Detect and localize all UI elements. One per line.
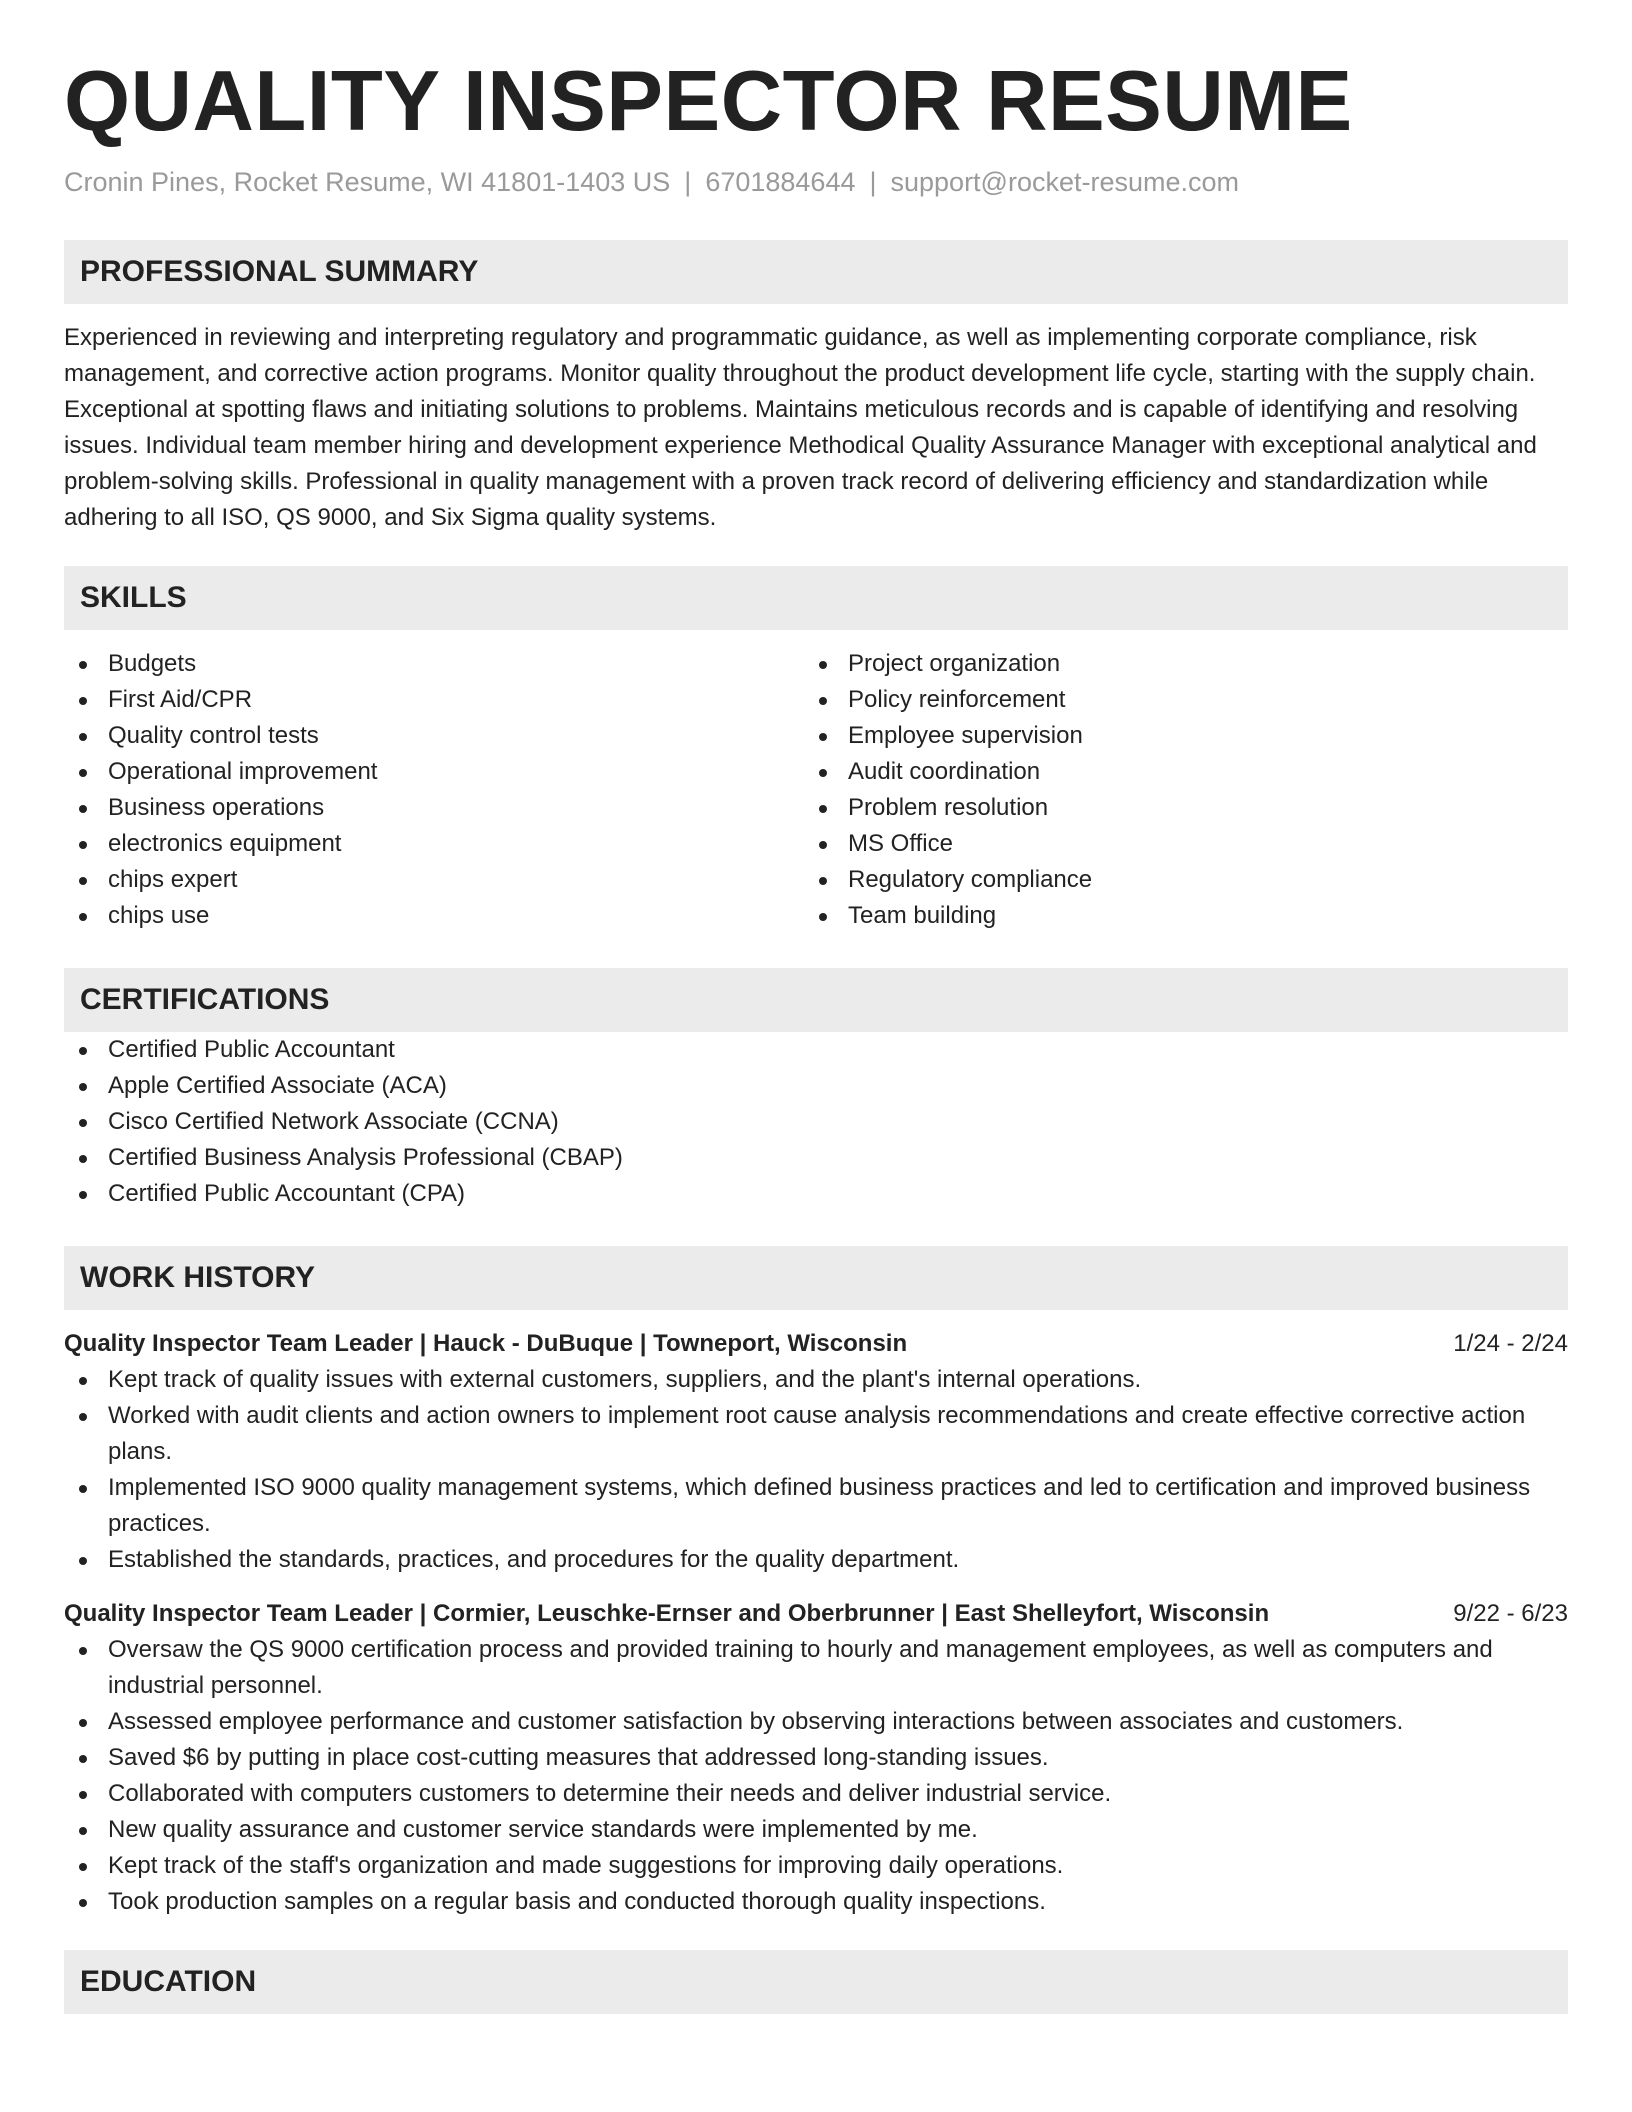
skill-item: chips use: [64, 898, 804, 934]
skills-list-left: [64, 646, 804, 934]
skill-item: Policy reinforcement: [804, 682, 1544, 718]
skill-item: First Aid/CPR: [64, 682, 804, 718]
skill-item: Team building: [804, 898, 1544, 934]
job-bullet: Assessed employee performance and customer satisfaction by observing interactions between associates and customers.: [64, 1704, 1568, 1740]
skill-item: Budgets: [64, 646, 804, 682]
section-title: SKILLS: [80, 581, 187, 614]
section-title: WORK HISTORY: [80, 1261, 316, 1294]
section-title: EDUCATION: [80, 1965, 257, 1998]
job-bullet: Took production samples on a regular basis and conducted thorough quality inspections.: [64, 1884, 1568, 1920]
skill-item: MS Office: [804, 826, 1544, 862]
section-header-education: [64, 1950, 1568, 2014]
certification-item: Certified Public Accountant (CPA): [64, 1176, 1568, 1212]
section-title: PROFESSIONAL SUMMARY: [80, 255, 479, 288]
job-bullet: Established the standards, practices, and procedures for the quality department.: [64, 1542, 1568, 1578]
skill-item: Employee supervision: [804, 718, 1544, 754]
certification-item: Apple Certified Associate (ACA): [64, 1068, 1568, 1104]
job-title: Quality Inspector Team Leader | Cormier, Leuschke-Ernser and Oberbrunner | East Shelleyfort, Wisconsin: [64, 1600, 1270, 1627]
skill-item: Regulatory compliance: [804, 862, 1544, 898]
job-bullet: Oversaw the QS 9000 certification process and provided training to hourly and management employees, as well as computers and industrial personnel.: [64, 1632, 1568, 1704]
section-header-skills: [64, 566, 1568, 630]
contact-email: support@rocket-resume.com: [890, 167, 1240, 197]
section-header-professional-summary: [64, 240, 1568, 304]
contact-address: Cronin Pines, Rocket Resume, WI 41801-1403 US: [64, 167, 671, 197]
certification-item: Cisco Certified Network Associate (CCNA): [64, 1104, 1568, 1140]
job-bullet: Kept track of the staff's organization and made suggestions for improving daily operations.: [64, 1848, 1568, 1884]
skill-item: Operational improvement: [64, 754, 804, 790]
skill-item: Problem resolution: [804, 790, 1544, 826]
section-header-work-history: [64, 1246, 1568, 1310]
skill-item: electronics equipment: [64, 826, 804, 862]
job-bullets: [64, 1362, 1568, 1578]
certification-item: Certified Business Analysis Professional (CBAP): [64, 1140, 1568, 1176]
contact-separator: |: [684, 167, 692, 197]
certifications-list: [64, 1032, 1568, 1212]
job-bullet: Worked with audit clients and action owners to implement root cause analysis recommendations and create effective corrective action plans.: [64, 1398, 1568, 1470]
skill-item: Project organization: [804, 646, 1544, 682]
summary-text: Experienced in reviewing and interpreting regulatory and programmatic guidance, as well as implementing corporate compliance, risk management, and corrective action programs. Monitor quality throughout the product development life cycle, starting with the supply chain. Exceptional at spotting flaws and initiating solutions to problems. Maintains meticulous records and is capable of identifying and resolving issues. Individual team member hiring and development experience Methodical Quality Assurance Manager with exceptional analytical and problem-solving skills. Professional in quality management with a proven track record of delivering efficiency and standardization while adhering to all ISO, QS 9000, and Six Sigma quality systems.: [64, 324, 1537, 531]
skill-item: chips expert: [64, 862, 804, 898]
job-bullets: [64, 1632, 1568, 1920]
contact-separator: |: [869, 167, 877, 197]
resume-title: QUALITY INSPECTOR RESUME: [64, 54, 1353, 149]
section-header-certifications: [64, 968, 1568, 1032]
section-title: CERTIFICATIONS: [80, 983, 330, 1016]
skills-list-right: [804, 646, 1544, 934]
job-bullet: Saved $6 by putting in place cost-cutting measures that addressed long-standing issues.: [64, 1740, 1568, 1776]
certification-item: Certified Public Accountant: [64, 1032, 1568, 1068]
job-bullet: Implemented ISO 9000 quality management systems, which defined business practices and led to certification and improved business practices.: [64, 1470, 1568, 1542]
skills-column-left: [64, 646, 804, 934]
skill-item: Audit coordination: [804, 754, 1544, 790]
skills-column-right: [804, 646, 1544, 934]
job-bullet: Kept track of quality issues with external customers, suppliers, and the plant's internal operations.: [64, 1362, 1568, 1398]
skill-item: Quality control tests: [64, 718, 804, 754]
job-heading: [64, 1326, 1568, 1362]
skill-item: Business operations: [64, 790, 804, 826]
job-title: Quality Inspector Team Leader | Hauck - DuBuque | Towneport, Wisconsin: [64, 1330, 908, 1357]
skills-columns: [64, 646, 1568, 934]
job-dates: 1/24 - 2/24: [1453, 1330, 1568, 1357]
job-bullet: New quality assurance and customer service standards were implemented by me.: [64, 1812, 1568, 1848]
job-heading: [64, 1596, 1568, 1632]
job-bullet: Collaborated with computers customers to determine their needs and deliver industrial service.: [64, 1776, 1568, 1812]
contact-phone: 6701884644: [705, 167, 856, 197]
contact-line: [64, 164, 1568, 200]
job-dates: 9/22 - 6/23: [1453, 1600, 1568, 1627]
